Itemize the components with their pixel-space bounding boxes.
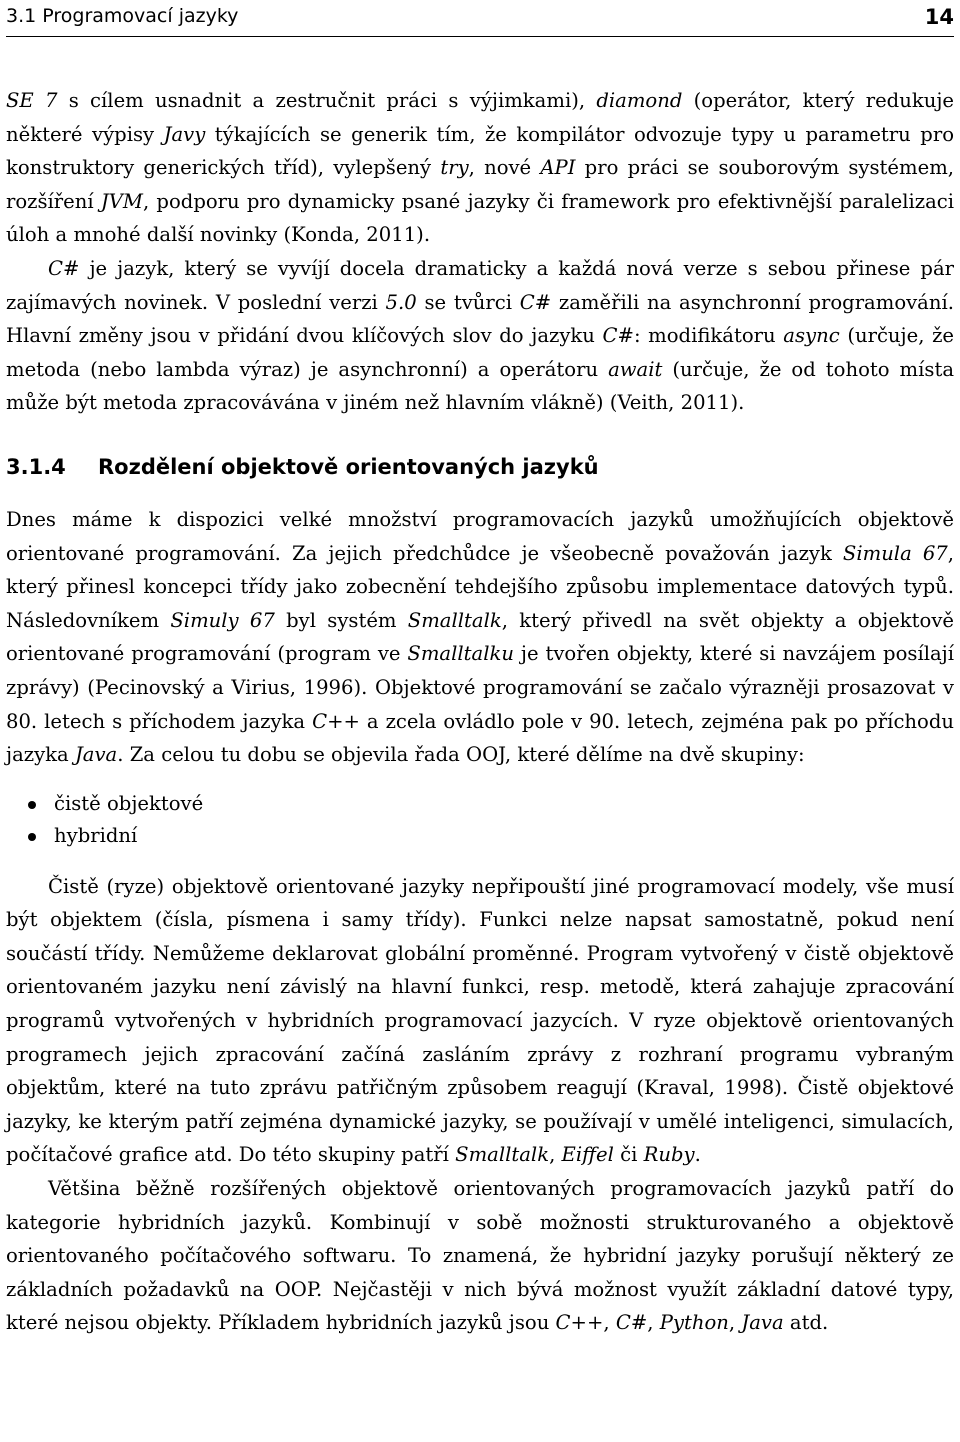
page-body (6, 84, 954, 1340)
paragraph-java-features: SE 7 s cílem usnadnit a zestručnit práci s výjimkami), diamond (operátor, který redukuje některé výpisy Javy týkajících se generik tím, že kompilátor odvozuje typy u parametru pro konstruktory generických tříd), vylepšený try, nové API pro práci se souborovým systémem, rozšíření JVM, podporu pro dynamicky psané jazyky či framework pro efektivnější paralelizaci úloh a mnohé další novinky (Konda, 2011). (6, 89, 955, 247)
section-title: Rozdělení objektově orientovaných jazyků (98, 454, 599, 479)
paragraph-pure-oop: Čistě (ryze) objektově orientované jazyky nepřipouští jiné programovací modely, vše musí být objektem (čísla, písmena i samy třídy). Funkci nelze napsat samostatně, pokud není součástí třídy. Nemůžeme deklarovat globální proměnné. Program vytvořený v čistě objektově orientovaném jazyku není závislý na hlavní funkci, resp. metodě, která zahajuje zpracování programů vytvořených v hybridních programovací jazycích. V ryze objektově orientovaných programech jejich zpracování začíná zasláním zprávy z rozhraní programu vybraným objektům, které na tuto zprávu patřičným způsobem reagují (Kraval, 1998). Čistě objektové jazyky, ke kterým patří zejména dynamické jazyky, se používají v umělé inteligenci, simulacích, počítačové grafice atd. Do této skupiny patří Smalltalk, Eiffel či Ruby. (6, 874, 954, 1167)
header-section-title: 3.1 Programovací jazyky (6, 5, 239, 27)
paragraph-hybrid-oop: Většina běžně rozšířených objektově orientovaných programovacích jazyků patří do kategorie hybridních jazyků. Kombinují v sobě možnosti strukturovaného a objektově orientovaného počítačového softwaru. To znamená, že hybridní jazyky porušují některý ze základních požadavků na OOP. Nejčastěji v nich bývá možnost využít základní datové typy, které nejsou objekty. Příkladem hybridních jazyků jsou C++, C#, Python, Java atd. (6, 1177, 954, 1335)
bullet-icon (28, 833, 36, 841)
section-heading (6, 453, 954, 481)
section-number: 3.1.4 (6, 454, 66, 479)
list-item: čistě objektové (6, 788, 954, 820)
language-groups-list (6, 788, 954, 852)
list-item: hybridní (6, 820, 954, 852)
running-header (6, 2, 954, 34)
paragraph-csharp: C# je jazyk, který se vyvíjí docela dramaticky a každá nová verze s sebou přinese pár zajímavých novinek. V poslední verzi 5.0 se tvůrci C# zaměřili na asynchronní programování. Hlavní změny jsou v přidání dvou klíčových slov do jazyku C#: modifikátoru async (určuje, že metoda (nebo lambda výraz) je asynchronní) a operátoru await (určuje, že od tohoto místa může být metoda zpracovávána v jiném než hlavním vlákně) (Veith, 2011). (6, 256, 954, 415)
header-rule (6, 36, 954, 37)
page-number: 14 (924, 5, 954, 29)
bullet-icon (28, 801, 36, 809)
paragraph-oop-history: Dnes máme k dispozici velké množství programovacích jazyků umožňujících objektově orientované programování. Za jejich předchůdce je všeobecně považován jazyk Simula 67, který přinesl koncepci třídy jako zobecnění tehdejšího způsobu implementace datových typů. Následovníkem Simuly 67 byl systém Smalltalk, který přivedl na svět objekty a objektově orientované programování (program ve Smalltalku je tvořen objekty, které si navzájem posílají zprávy) (Pecinovský a Virius, 1996). Objektové programování se začalo výrazněji prosazovat v 80. letech s příchodem jazyka C++ a zcela ovládlo pole v 90. letech, zejména pak po příchodu jazyka Java. Za celou tu dobu se objevila řada OOJ, které dělíme na dvě skupiny: (6, 507, 955, 767)
